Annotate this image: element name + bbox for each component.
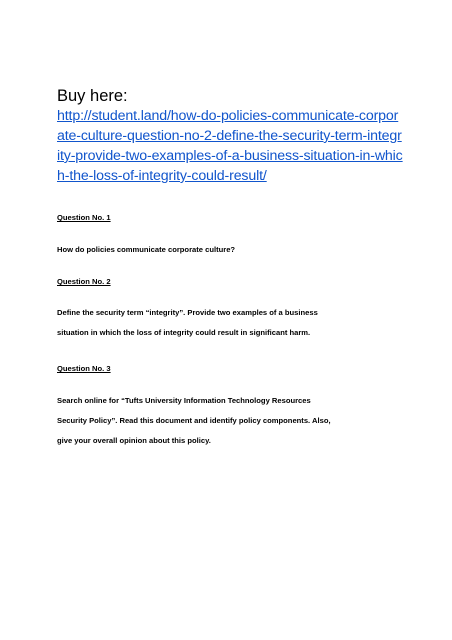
question-2-heading: Question No. 2 [57, 277, 111, 286]
question-1-heading: Question No. 1 [57, 213, 111, 222]
question-3-text-line: Search online for “Tufts University Information Technology Resources [57, 396, 311, 405]
link-line: http://student.land/how-do-policies-communicate-corpor [57, 108, 399, 124]
buy-here-heading: Buy here: [57, 87, 128, 105]
question-3-text-line: give your overall opinion about this policy. [57, 436, 211, 445]
link-line: ate-culture-question-no-2-define-the-security-term-integr [57, 128, 402, 144]
question-2-text-line: situation in which the loss of integrity could result in significant harm. [57, 328, 311, 337]
link-line: ity-provide-two-examples-of-a-business-situation-in-whic [57, 148, 403, 164]
link-line: h-the-loss-of-integrity-could-result/ [57, 168, 267, 184]
question-3-heading: Question No. 3 [57, 364, 111, 373]
question-3-text-line: Security Policy”. Read this document and identify policy components. Also, [57, 416, 331, 425]
purchase-link[interactable] [57, 106, 402, 186]
question-2-text-line: Define the security term “integrity”. Provide two examples of a business [57, 308, 318, 317]
question-1-text: How do policies communicate corporate culture? [57, 245, 236, 254]
